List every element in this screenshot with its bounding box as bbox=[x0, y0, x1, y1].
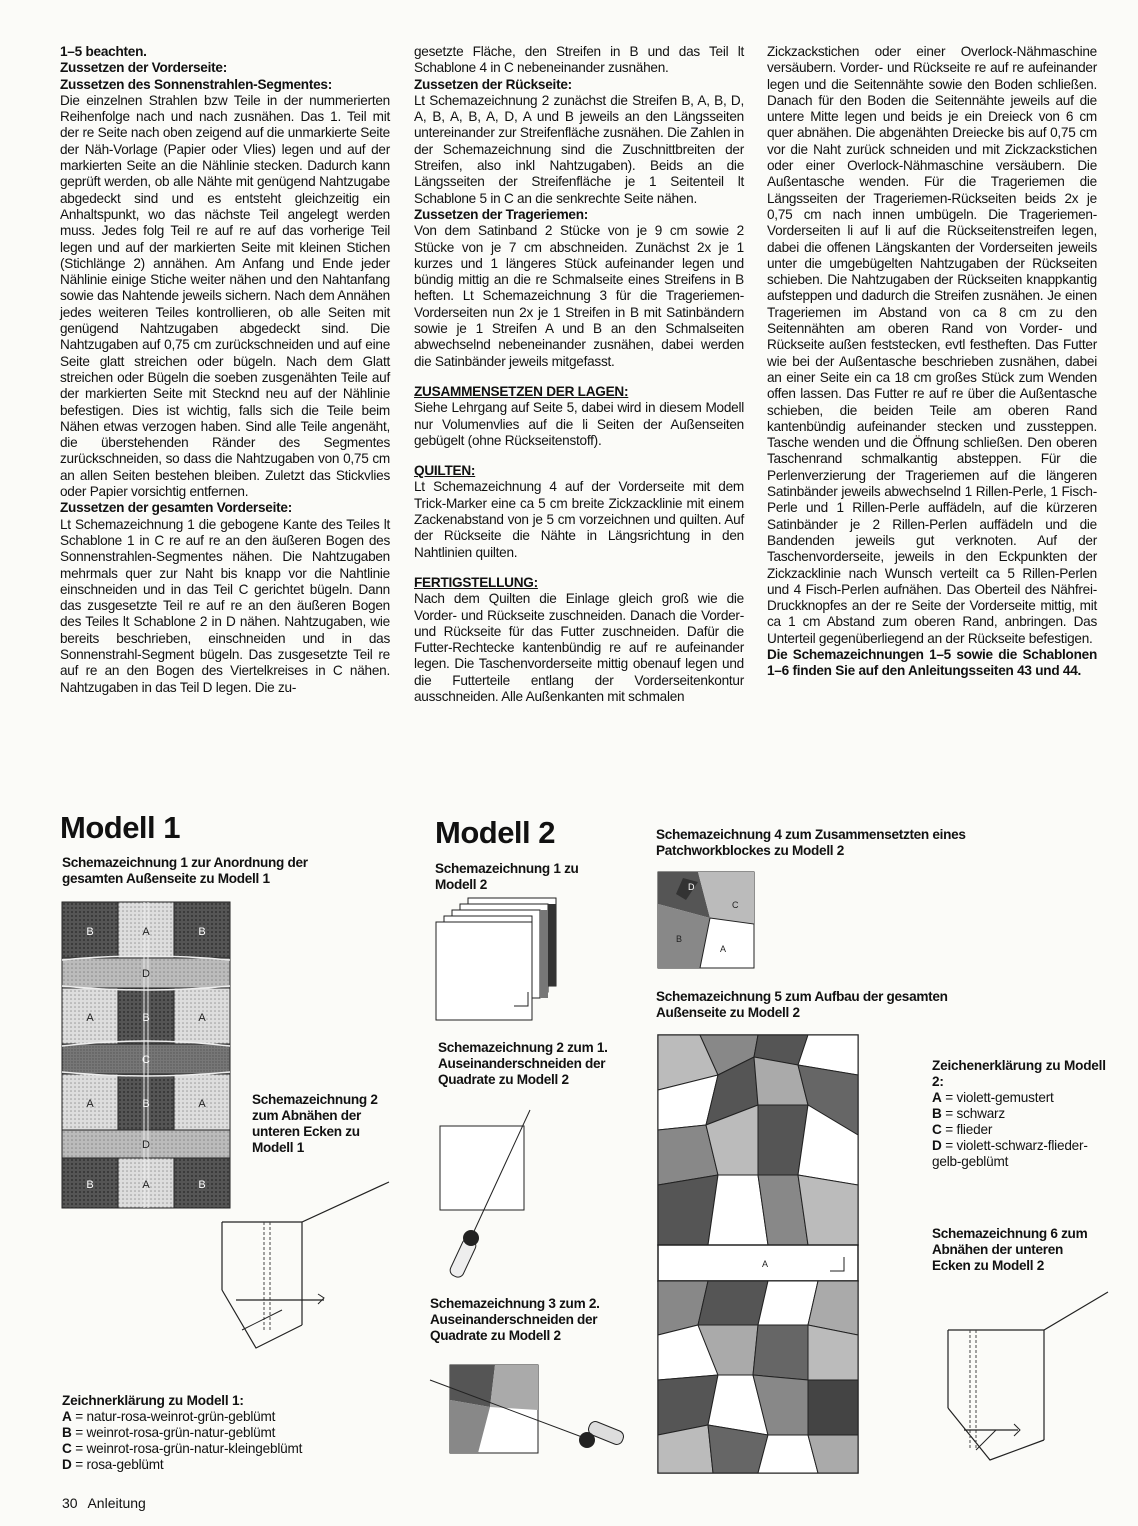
modell-2-caption-6: Schemazeichnung 6 zum Abnähen der unteren Ecken zu Modell 2 bbox=[932, 1226, 1088, 1273]
label-d: D bbox=[688, 882, 695, 892]
page-number: 30 bbox=[62, 1495, 78, 1511]
modell-2-caption-1: Schemazeichnung 1 zu Modell 2 bbox=[435, 861, 579, 892]
legend-item: A = natur-rosa-weinrot-grün-geblümt bbox=[62, 1409, 276, 1424]
modell-2-title: Modell 2 bbox=[435, 815, 556, 850]
label-a: A bbox=[720, 944, 727, 954]
modell-2-caption-3: Schemazeichnung 3 zum 2. Auseinanderschneiden der Quadrate zu Modell 2 bbox=[430, 1296, 600, 1343]
label-d: D bbox=[142, 1139, 150, 1151]
heading-vorderseite: Zussetzen der Vorderseite: bbox=[60, 60, 227, 76]
label-a: A bbox=[762, 1259, 769, 1269]
modell-1-diagram-1 bbox=[62, 902, 232, 1210]
modell-2-caption-4: Schemazeichnung 4 zum Zusammensetzten eines Patchworkblockes zu Modell 2 bbox=[656, 827, 966, 858]
modell-1-caption-1: Schemazeichnung 1 zur Anordnung der gesamten Außenseite zu Modell 1 bbox=[62, 855, 308, 886]
paragraph: Zickzackstichen oder einer Overlock-Nähmaschine versäubern. Vorder- und Rückseite re auf re aufeinander legen und die Seitennähte sowie den Boden schließen. Danach für den Boden die Seitennähte jeweils auf die untere Mitte legen und beids je ein Dreieck von 6 cm quer abnähen. Die abgenähten Dreiecke bis auf 0,75 cm vor die Naht zurück schneiden und mit Zickzackstichen oder einer Overlock-Nähmaschine versäubern. Die Außentasche wenden. Für die Trageriemen die Längsseiten der Trageriemen-Rückseiten beids 2x je 0,75 cm nach innen umbügeln. Die Trageriemen-Vorderseiten li auf li auf die Rückseitenstreifen legen, dabei die offenen Längskanten der Vorderseiten jeweils unter die umgebügelten Nahtzugaben der Rückseiten schieben. Die Nahtzugaben der Rückseiten knappkantig aufsteppen und dadurch die Streifen zusnähen. Je einen Trageriemen im Abstand von ca 8 cm zu den Seitennähten am oberen Rand von Vorder- und Rückseite außen feststecken, evtl festheften. Das Futter wie bei der Außentasche beschrieben zusnähen, dabei an einer Seite ein ca 18 cm großes Stück zum Wenden offen lassen. Das Futter re auf re über die Außentasche schieben, die beiden Teile am oberen Rand kantenbündig aufeinander stecken und zussteppen. Tasche wenden und die Öffnung schließen. Den oberen Taschenrand schmalkantig absteppen. Für die Perlenverzierung der Trageriemen auf die längeren Satinbänder jeweils abwechselnd 1 Rillen-Perle, 1 Fisch-Perle und 1 Rillen-Perle auffädeln, auf die kürzeren Satinbänder je 2 Rillen-Perlen auffädeln und die Bandenden jeweils gut verknoten. Auf der Taschenvorderseite, jeweils in den Eckpunkten der Zickzacklinie nach Wunsch verteilt ca 5 Rillen-Perlen und 4 Fisch-Perlen aufnähen. Das Oberteil des Nähfrei-Druckknopfes an der re Seite der Vorderseite mittig, mit ca 1 cm Abstand zum oberen Rand, anbringen. Das Unterteil gegenüberliegend an der Rückseite befestigen. bbox=[767, 44, 1097, 646]
legend-title: Zeichenerklärung zu Modell 2: bbox=[932, 1058, 1106, 1089]
paragraph: gesetzte Fläche, den Streifen in B und das Teil lt Schablone 4 in C nebeneinander zusnähen. bbox=[414, 44, 744, 76]
modell-2-caption-2: Schemazeichnung 2 zum 1. Auseinanderschneiden der Quadrate zu Modell 2 bbox=[438, 1040, 608, 1087]
legend-title: Zeichnerklärung zu Modell 1: bbox=[62, 1393, 244, 1408]
label-c: C bbox=[142, 1054, 150, 1066]
text-column-3 bbox=[767, 44, 1097, 680]
heading-sonnenstrahlen: Zussetzen des Sonnenstrahlen-Segmentes: bbox=[60, 76, 333, 92]
legend-item: D = violett-schwarz-flieder-gelb-geblümt bbox=[932, 1138, 1088, 1169]
legend-item: C = flieder bbox=[932, 1122, 993, 1137]
modell-2-diagram-2 bbox=[440, 1110, 550, 1280]
label-d: D bbox=[142, 968, 150, 980]
modell-1-legend bbox=[62, 1393, 402, 1473]
legend-item: C = weinrot-rosa-grün-natur-kleingeblümt bbox=[62, 1441, 303, 1456]
paragraph: Siehe Lehrgang auf Seite 5, dabei wird in diesem Modell nur Volumenvlies auf die li Seiten der Außenseiten gebügelt (ohne Rückseitenstoff). bbox=[414, 400, 744, 448]
label-a: A bbox=[142, 926, 150, 938]
modell-2-caption-5: Schemazeichnung 5 zum Aufbau der gesamten Außenseite zu Modell 2 bbox=[656, 989, 948, 1020]
label-b: B bbox=[86, 926, 94, 938]
legend-item: B = weinrot-rosa-grün-natur-geblümt bbox=[62, 1425, 276, 1440]
heading-gesamte-vorderseite: Zussetzen der gesamten Vorderseite: bbox=[60, 500, 292, 516]
modell-2-diagram-5 bbox=[658, 1035, 860, 1475]
paragraph: Lt Schemazeichnung 4 auf der Vorderseite mit dem Trick-Marker eine ca 5 cm breite Zickzacklinie mit einem Zackenabstand von je 5 cm vorzeichnen und quilten. Auf der Rückseite die Nähte in Längsrichtung in den Nahtlinien quilten. bbox=[414, 479, 744, 560]
label-b: B bbox=[142, 1098, 150, 1110]
label-b: B bbox=[142, 1012, 150, 1024]
label-b: B bbox=[198, 926, 206, 938]
label-b: B bbox=[86, 1179, 94, 1191]
heading-quilten: QUILTEN: bbox=[414, 463, 476, 479]
modell-2-legend bbox=[932, 1058, 1112, 1170]
paragraph: Die einzelnen Strahlen bzw Teile in der nummerierten Reihenfolge nach und nach zusnähen. Das 1. Teil mit der re Seite nach oben zeigend auf die unmarkierte Seite der Näh-Vorlage (Papier oder Vlies) legen und auf der markierten Seite an die Nählinie stecken. Dadurch kann geprüft werden, ob alle Nähte mit genügend Nahtzugabe abgedeckt sind und es entsteht gleichzeitig ein Anhaltspunkt, wo das nächste Teil angelegt werden muss. Jedes folg Teil re auf re auf das vorherige Teil legen und auf der markierten Seite mit kleinen Stichen (Stichlänge 2) annähen. Am Anfang und Ende jeder Nählinie einige Stiche weiter nähen und den Nahtanfang sowie das Nahtende jeweils sichern. Nach dem Annähen jedes weiteren Teiles kontrollieren, ob alle Seiten mit genügend Nahtzugaben abgedeckt sind. Die Nahtzugaben auf 0,75 cm zurückschneiden und auf eine Seite glatt streichen oder bügeln. Nach dem Glatt streichen oder Bügeln die soeben zusgenähten Teile auf der markierten Seite mit Stecknd neu auf der Nählinie befestigen. Dies ist wichtig, falls sich die Teile beim Nähen etwas verzogen haben. Sind alle Teile angenäht, die überstehenden Ränder des Segmentes zurückschneiden, so dass die Nahtzugaben von 0,75 cm an allen Seiten bestehen bleiben. Zuletzt das Stickvlies oder Papier vorsichtig entfernen. bbox=[60, 92, 390, 500]
legend-item: A = violett-gemustert bbox=[932, 1090, 1054, 1105]
text-column-2 bbox=[414, 44, 744, 705]
paragraph: Lt Schemazeichnung 1 die gebogene Kante des Teiles lt Schablone 1 in C re auf re an den äußeren Bogen des Sonnenstrahlen-Segmentes nähen. Die Nahtzugaben mehrmals quer zur Naht bis knapp vor die Nahtlinie einschneiden und in das Teil C gerichtet bügeln. Dann das zusgesetzte Teil re auf re an den äußeren Bogen des Teiles lt Schablone 2 in D nähen. Nahtzugaben, wie bereits beschrieben, einschneiden und in das Sonnenstrahl-Segment bügeln. Das zusgesetzte Teil re auf re an den Bogen des Viertelkreises in C nähen. Nahtzugaben in das Teil D legen. Die zu- bbox=[60, 516, 390, 695]
modell-2-diagram-3 bbox=[430, 1360, 630, 1460]
intro-text: 1–5 beachten. bbox=[60, 44, 147, 59]
modell-1-diagram-2 bbox=[214, 1180, 394, 1360]
page-footer bbox=[62, 1495, 146, 1511]
heading-trageriemen: Zussetzen der Trageriemen: bbox=[414, 206, 589, 222]
heading-lagen: ZUSAMMENSETZEN DER LAGEN: bbox=[414, 383, 629, 399]
label-a: A bbox=[86, 1098, 94, 1110]
heading-rueckseite: Zussetzen der Rückseite: bbox=[414, 76, 572, 92]
paragraph: Lt Schemazeichnung 2 zunächst die Streifen B, A, B, D, A, B, A, B, A, D, A und B jeweils an den Längsseiten untereinander zur Streifenfläche zusnähen. Die Zahlen in der Schemazeichnung sind die Zuschnittbreiten der Streifen, also inkl Nahtzugaben). Beids an die Längsseiten der Streifenfläche je 1 Seitenteil lt Schablone 5 in C an die senkrechte Seite nähen. bbox=[414, 92, 744, 206]
label-b: B bbox=[676, 934, 683, 944]
modell-1-caption-2: Schemazeichnung 2 zum Abnähen der unteren Ecken zu Modell 1 bbox=[252, 1092, 378, 1155]
label-c: C bbox=[732, 900, 739, 910]
legend-item: B = schwarz bbox=[932, 1106, 1005, 1121]
reference-note: Die Schemazeichnungen 1–5 sowie die Schablonen 1–6 finden Sie auf den Anleitungsseiten 43 und 44. bbox=[767, 646, 1097, 679]
modell-2-diagram-1 bbox=[436, 898, 561, 1028]
text-column-1 bbox=[60, 44, 390, 696]
footer-section: Anleitung bbox=[87, 1495, 146, 1511]
label-a: A bbox=[86, 1012, 94, 1024]
label-b: B bbox=[198, 1179, 206, 1191]
modell-2-diagram-6 bbox=[936, 1290, 1116, 1470]
label-a: A bbox=[198, 1012, 206, 1024]
modell-2-diagram-4 bbox=[658, 872, 756, 970]
paragraph: Von dem Satinband 2 Stücke von je 9 cm sowie 2 Stücke von je 7 cm abschneiden. Zunächst 2x je 1 kurzes und 1 längeres Stück aufeinander legen und bündig mittig an die re Schmalseite eines Streifens in B heften. Lt Schemazeichnung 3 für die Trageriemen-Vorderseiten nun 2x je 1 Streifen in B mit Satinbändern sowie je 1 Streifen A und B an den Schmalseiten abwechselnd nebeneinander zusnähen, dabei werden die Satinbänder jeweils mitgefasst. bbox=[414, 223, 744, 369]
paragraph: Nach dem Quilten die Einlage gleich groß wie die Vorder- und Rückseite zuschneiden. Danach die Vorder- und Rückseite für das Futter zuschneiden. Dafür die Futter-Rechtecke kantenbündig re auf re aufeinander legen. Die Taschenvorderseite mittig obenauf legen und die Futterteile entlang der Vorderseitenkontur ausschneiden. Alle Außenkanten mit schmalen bbox=[414, 591, 744, 704]
label-a: A bbox=[198, 1098, 206, 1110]
heading-fertigstellung: FERTIGSTELLUNG: bbox=[414, 574, 538, 590]
label-a: A bbox=[142, 1179, 150, 1191]
modell-1-title: Modell 1 bbox=[60, 810, 181, 845]
legend-item: D = rosa-geblümt bbox=[62, 1457, 164, 1472]
